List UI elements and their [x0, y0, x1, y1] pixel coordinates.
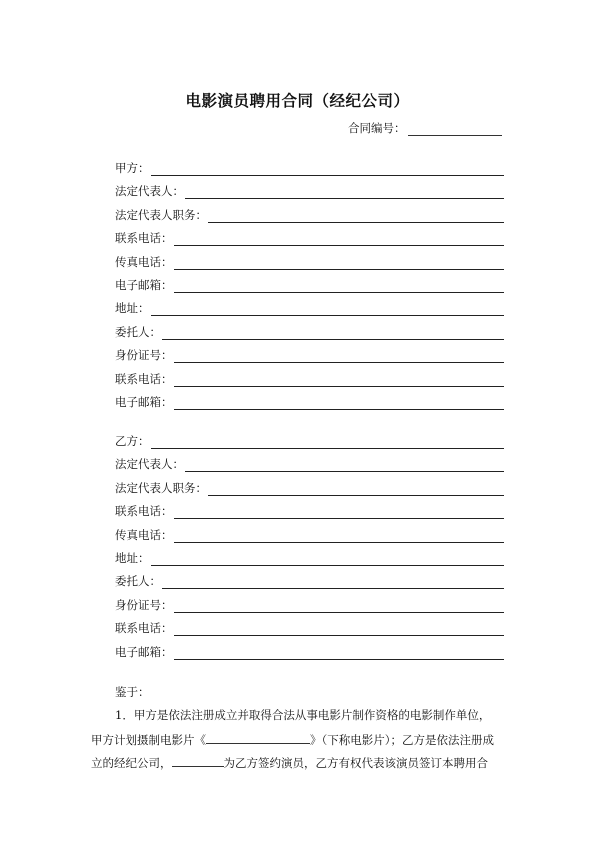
recitals-heading: 鉴于： — [115, 685, 150, 699]
fill-line[interactable] — [174, 280, 505, 293]
party-a-address-field — [115, 300, 504, 316]
party-a-fax-field — [115, 254, 504, 270]
recital-line-1: 1．甲方是依法注册成立并取得合法从事电影片制作资格的电影制作单位， — [115, 708, 491, 722]
party-a-agent-phone-field — [115, 371, 504, 387]
contract-number-blank[interactable] — [408, 123, 502, 136]
field-label: 地址： — [115, 551, 150, 565]
recital-line-3 — [91, 754, 488, 771]
party-a-phone-field — [115, 230, 504, 246]
party-a-agent-field — [115, 324, 504, 340]
fill-line[interactable] — [208, 483, 504, 496]
party-a-name-field — [115, 160, 504, 176]
fill-line[interactable] — [174, 374, 505, 387]
party-b-name-field — [115, 433, 504, 449]
field-label: 乙方： — [115, 434, 150, 448]
contract-number-field — [348, 120, 502, 136]
recital-text: 甲方计划摄制电影片《 — [91, 733, 206, 747]
party-a-legal-rep-field — [115, 183, 504, 199]
field-label: 传真电话： — [115, 255, 173, 269]
fill-line[interactable] — [151, 436, 505, 449]
party-b-legal-rep-field — [115, 456, 504, 472]
fill-line[interactable] — [174, 397, 505, 410]
film-title-blank[interactable] — [206, 731, 310, 744]
field-label: 身份证号： — [115, 348, 173, 362]
fill-line[interactable] — [151, 553, 505, 566]
actor-name-blank[interactable] — [172, 754, 224, 767]
fill-line[interactable] — [174, 530, 505, 543]
fill-line[interactable] — [174, 647, 505, 660]
fill-line[interactable] — [174, 233, 505, 246]
field-label: 联系电话： — [115, 231, 173, 245]
fill-line[interactable] — [174, 600, 505, 613]
fill-line[interactable] — [185, 459, 504, 472]
recital-text: 立的经纪公司， — [91, 756, 172, 770]
field-label: 委托人： — [115, 574, 161, 588]
party-b-agent-field — [115, 573, 504, 589]
field-label: 电子邮箱： — [115, 645, 173, 659]
field-label: 法定代表人： — [115, 184, 184, 198]
fill-line[interactable] — [174, 623, 505, 636]
party-b-fax-field — [115, 527, 504, 543]
fill-line[interactable] — [162, 576, 504, 589]
recital-text: 为乙方签约演员，乙方有权代表该演员签订本聘用合 — [223, 756, 488, 770]
field-label: 法定代表人职务： — [115, 481, 207, 495]
contract-number-label: 合同编号： — [348, 121, 406, 135]
party-b-phone-field — [115, 503, 504, 519]
fill-line[interactable] — [162, 327, 504, 340]
party-b-agent-phone-field — [115, 620, 504, 636]
field-label: 法定代表人职务： — [115, 208, 207, 222]
party-a-agent-email-field — [115, 394, 504, 410]
party-b-agent-email-field — [115, 644, 504, 660]
field-label: 电子邮箱： — [115, 278, 173, 292]
field-label: 委托人： — [115, 325, 161, 339]
fill-line[interactable] — [174, 350, 505, 363]
party-b-address-field — [115, 550, 504, 566]
party-a-email-field — [115, 277, 504, 293]
party-b-id-number-field — [115, 597, 504, 613]
fill-line[interactable] — [151, 303, 505, 316]
fill-line[interactable] — [151, 163, 505, 176]
party-b-legal-rep-title-field — [115, 480, 504, 496]
fill-line[interactable] — [174, 257, 505, 270]
field-label: 身份证号： — [115, 598, 173, 612]
fill-line[interactable] — [174, 506, 505, 519]
field-label: 传真电话： — [115, 528, 173, 542]
party-a-legal-rep-title-field — [115, 207, 504, 223]
field-label: 法定代表人： — [115, 457, 184, 471]
party-a-id-number-field — [115, 347, 504, 363]
field-label: 联系电话： — [115, 372, 173, 386]
recital-text: 》（下称电影片）；乙方是依法注册成 — [310, 733, 494, 747]
fill-line[interactable] — [185, 186, 504, 199]
recital-line-2 — [91, 731, 494, 748]
field-label: 联系电话： — [115, 621, 173, 635]
field-label: 甲方： — [115, 161, 150, 175]
fill-line[interactable] — [208, 210, 504, 223]
field-label: 电子邮箱： — [115, 395, 173, 409]
document-title: 电影演员聘用合同（经纪公司） — [185, 92, 410, 110]
field-label: 地址： — [115, 301, 150, 315]
field-label: 联系电话： — [115, 504, 173, 518]
